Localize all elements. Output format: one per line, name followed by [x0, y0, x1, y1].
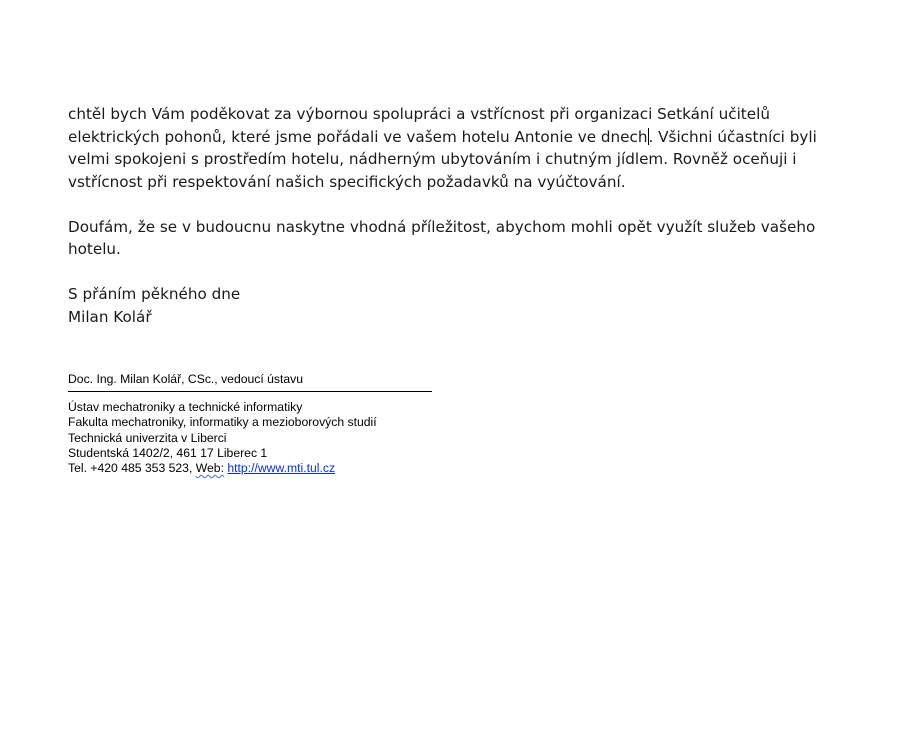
text-before-cursor: elektrických pohonů, které jsme pořádali ve vašem hotelu Antonie ve dnech [68, 127, 648, 146]
paragraph-line: velmi spokojeni s prostředím hotelu, nádherným ubytováním i chutným jídlem. Rovněž oceňuji i [68, 150, 797, 168]
paragraph-line: hotelu. [68, 240, 121, 258]
letter-body[interactable] [68, 103, 828, 351]
signature-faculty: Fakulta mechatroniky, informatiky a mezioborových studií [68, 415, 377, 430]
signature-address: Studentská 1402/2, 461 17 Liberec 1 [68, 445, 268, 460]
signature-tel: Tel. +420 485 353 523, [68, 461, 196, 476]
website-link[interactable]: http://www.mti.tul.cz [227, 461, 336, 476]
paragraph-line: chtěl bych Vám poděkovat za výbornou spolupráci a vstřícnost při organizaci Setkání učitelů [68, 105, 770, 123]
closing-greeting: S přáním pěkného dne [68, 285, 241, 303]
paragraph-future [68, 216, 828, 261]
paragraph-line: vstřícnost při respektování našich specifických požadavků na vyúčtování. [68, 172, 626, 191]
paragraph-thanks [68, 103, 828, 193]
email-signature [68, 372, 488, 476]
closing [68, 283, 828, 328]
signature-university: Technická univerzita v Liberci [68, 430, 227, 445]
signature-title: Doc. Ing. Milan Kolář, CSc., vedoucí ústavu [68, 372, 304, 386]
spellcheck-flagged-word[interactable]: Web: [195, 461, 224, 476]
signature-contact [68, 461, 488, 476]
signature-divider [68, 391, 432, 392]
paragraph-line-with-cursor [68, 126, 828, 149]
text-after-cursor: . Všichni účastníci byli [648, 127, 817, 146]
paragraph-line: Doufám, že se v budoucnu naskytne vhodná příležitost, abychom mohli opět využít služeb vašeho [68, 217, 816, 236]
closing-name: Milan Kolář [68, 307, 152, 326]
signature-institute: Ústav mechatroniky a technické informatiky [68, 400, 303, 415]
